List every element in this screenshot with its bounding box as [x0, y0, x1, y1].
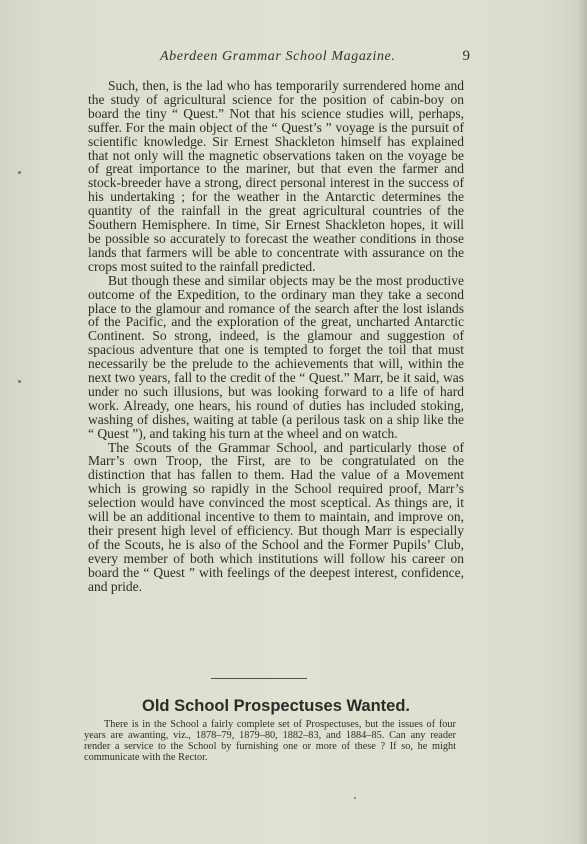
notice-body: [84, 720, 456, 764]
article-paragraph-2: But though these and similar objects may be the most productive outcome of the Expedition, to the ordinary man they take a second place to the glamour and romance of the search after the lost islands of the Pacific, and the exploration of the great, uncharted Antarctic Continent. So strong, indeed, is the glamour and suggestion of spacious adventure that one is tempted to forget the toil that must necessarily be the prelude to the achievements that will, within the next two years, fall to the credit of the “ Quest.” Marr, be it said, was under no such illusions, but was looking forward to a life of hard work. Already, one hears, his round of duties has included stoking, washing of dishes, waiting at table (a perilous task on a ship like the “ Quest ”), and taking his turn at the wheel and on watch.: [88, 272, 464, 441]
notice-heading: Old School Prospectuses Wanted.: [141, 697, 411, 715]
article-paragraph-1: Such, then, is the lad who has temporarily surrendered home and the study of agricultural science for the position of cabin-boy on board the tiny “ Quest.” Not that his science studies will, perhaps, suffer. For the main object of the “ Quest’s ” voyage is the pursuit of scientific knowledge. Sir Ernest Shackleton himself has explained that not only will the magnetic observations taken on the voyage be of great importance to the mariner, but that even the farmer and stock-breeder have a strong, direct personal interest in the success of his undertaking ; for the weather in the Antarctic determines the quantity of the rainfall in the great agricultural countries of the Southern Hemisphere. In time, Sir Ernest Shackleton hopes, it will be possible so accurately to forecast the weather conditions in those lands that farmers will be able to concentrate with assurance on the crops most suited to the rainfall predicted.: [88, 78, 464, 274]
running-header: [160, 49, 470, 71]
article-body: [88, 79, 464, 594]
notice-paragraph: There is in the School a fairly complete set of Prospectuses, but the issues of four years are awanting, viz., 1878–79, 1879–80, 1882–83, and 1884–85. Can any reader render a service to the School by furnishing one or more of these ? If so, he might communicate with the Rector.: [84, 719, 456, 763]
scan-speck: [354, 797, 356, 799]
page-number: 9: [462, 48, 470, 64]
scan-speck: [18, 171, 21, 174]
page-edge-shadow: [577, 0, 587, 844]
magazine-title: Aberdeen Grammar School Magazine.: [160, 49, 396, 64]
article-paragraph-3: The Scouts of the Grammar School, and particularly those of Marr’s own Troop, the First, are to be congratulated on the distinction that has fallen to them. Had the value of a Movement which is growing so rapidly in the School required proof, Marr’s selection would have convinced the most sceptical. As things are, it will be an additional incentive to them to maintain, and improve on, their present high level of efficiency. But though Marr is especially of the Scouts, he is also of the School and the Former Pupils’ Club, every member of both which institutions will follow his career on board the “ Quest ” with feelings of the deepest interest, confidence, and pride.: [88, 439, 464, 594]
section-divider: [211, 678, 307, 679]
scan-speck: [18, 380, 21, 383]
